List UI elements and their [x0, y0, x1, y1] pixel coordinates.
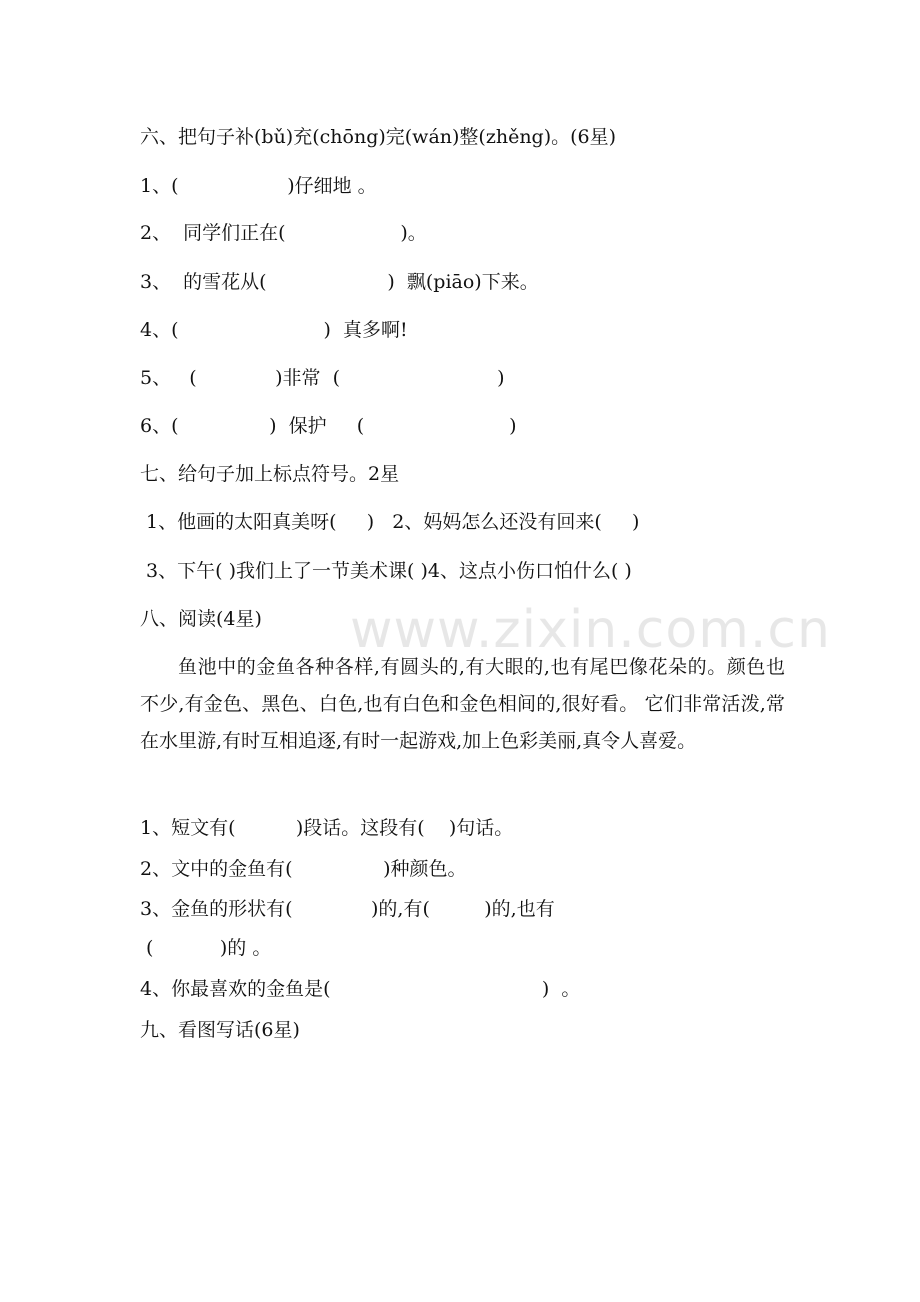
section6-item-3: 3、 的雪花从( ) 飘(piāo)下来。: [140, 271, 539, 293]
watermark: www.zixin.com.cn: [350, 600, 831, 660]
section7-heading: 七、给句子加上标点符号。2星: [140, 463, 400, 485]
reading-passage: 鱼池中的金鱼各种各样,有圆头的,有大眼的,也有尾巴像花朵的。颜色也不少,有金色、黑色、白色,也有白色和金色相间的,很好看。 它们非常活泼,常在水里游,有时互相追逐,有时一起游戏,加上色彩美丽,真令人喜爱。: [140, 656, 785, 752]
section8-question-2: 2、文中的金鱼有( )种颜色。: [140, 858, 467, 880]
section7-row-2: 3、下午( )我们上了一节美术课( )4、这点小伤口怕什么( ): [140, 560, 632, 582]
section9-heading: 九、看图写话(6星): [140, 1019, 300, 1041]
section6-item-2: 2、 同学们正在( )。: [140, 222, 427, 244]
section6-item-4: 4、( ) 真多啊!: [140, 319, 408, 341]
section8-question-1: 1、短文有( )段话。这段有( )句话。: [140, 817, 514, 839]
section6-heading: 六、把句子补(bǔ)充(chōng)完(wán)整(zhěng)。(6星): [140, 126, 617, 148]
section8-question-3-cont: ( )的 。: [140, 937, 272, 959]
section6-item-1: 1、( )仔细地 。: [140, 175, 377, 197]
section6-item-5: 5、 ( )非常 ( ): [140, 367, 505, 389]
section8-question-4: 4、你最喜欢的金鱼是( ) 。: [140, 978, 581, 1000]
section8-question-3: 3、金鱼的形状有( )的,有( )的,也有: [140, 898, 555, 920]
section6-item-6: 6、( ) 保护 ( ): [140, 415, 517, 437]
section8-heading: 八、阅读(4星): [140, 608, 262, 630]
section7-row-1: 1、他画的太阳真美呀( ) 2、妈妈怎么还没有回来( ): [140, 511, 640, 533]
